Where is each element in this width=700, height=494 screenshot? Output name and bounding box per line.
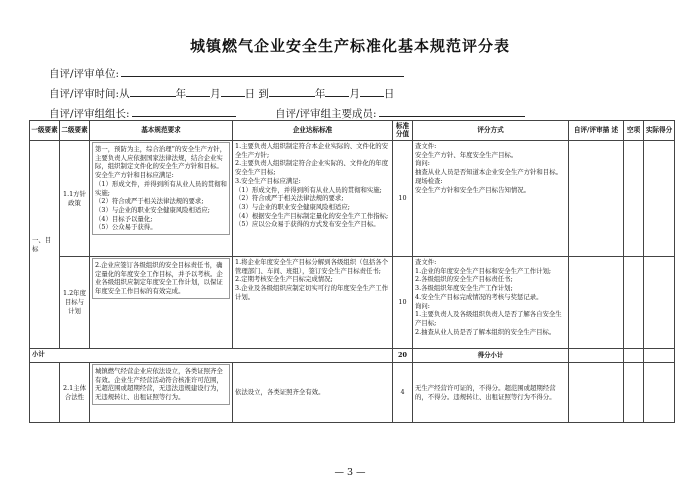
- subtotal-label-cell: [30, 349, 393, 363]
- level1-label: 一、目标: [32, 235, 52, 253]
- description-cell[interactable]: [569, 141, 624, 257]
- header-description: 自评/评审描 述: [569, 121, 624, 141]
- unit-field: [49, 66, 404, 81]
- level2-cell: [60, 257, 90, 349]
- end-year-label: 年: [314, 88, 326, 100]
- leader-input-line[interactable]: [132, 106, 236, 117]
- start-month-label: 月: [210, 88, 221, 100]
- method-text: 无生产经营许可证的，不得分。超范围或超期经营的，不得分。违规转让、出租证照等行为不得分。: [415, 383, 556, 401]
- requirement-cell: [90, 363, 233, 423]
- unit-label: 自评/评审单位:: [49, 68, 120, 80]
- method-line: 现场检查:: [415, 176, 443, 185]
- requirement-line: （5）公众易于获得。: [95, 223, 157, 232]
- start-day-line[interactable]: [221, 86, 245, 97]
- standard-line: 2.定期考核安全生产目标完成情况;: [235, 275, 333, 284]
- level1-cell: [30, 141, 60, 349]
- actual-score-cell[interactable]: [644, 363, 675, 423]
- requirement-cell: [90, 257, 233, 349]
- method-cell: [413, 141, 569, 257]
- standard-cell: [233, 363, 393, 423]
- start-year-line[interactable]: [130, 86, 176, 97]
- requirement-line: （1）形成文件，并得到所有从业人员的贯彻和实施;: [95, 179, 227, 197]
- standard-cell: [233, 257, 393, 349]
- standard-text: 依法设立，各类证照齐全有效。: [235, 388, 325, 397]
- table-row: [30, 141, 675, 257]
- standard-line: 1.将企业年度安全生产目标分解到各级组织（包括各个管理部门、车间、班组），签订安全生产目标责任书;: [235, 258, 389, 275]
- members-label: 自评/评审组主要成员:: [275, 108, 377, 120]
- description-cell[interactable]: [569, 363, 624, 423]
- method-line: 询问:: [415, 301, 430, 310]
- end-month-label: 月: [349, 88, 360, 100]
- method-line: 安全生产方针和安全生产目标告知情况。: [415, 185, 531, 194]
- requirement-line: 2.企业应签订各级组织的安全目标责任书，确定量化的年度安全工作目标，并予以考核。企业各级组织应制定年度安全工作计划，以保证年度安全工作目标的有效完成。: [95, 261, 223, 296]
- members-input-line[interactable]: [379, 106, 525, 117]
- actual-score-cell[interactable]: [644, 141, 675, 257]
- table-row: [30, 257, 675, 349]
- na-cell[interactable]: [624, 257, 644, 349]
- level2-label: 1.2年度目标与计划: [63, 289, 86, 315]
- members-field: [275, 106, 525, 121]
- method-line: 安全生产方针、年度安全生产目标。: [415, 150, 518, 159]
- time-field: [49, 86, 394, 101]
- score-value: 10: [398, 194, 407, 203]
- method-line: 查文件:: [415, 142, 437, 150]
- subtotal-method-cell: [413, 349, 569, 363]
- na-cell[interactable]: [624, 363, 644, 423]
- standard-line: （5）应以公众易于获得的方式发布安全生产目标。: [235, 220, 380, 229]
- subtotal-score: 20: [398, 351, 407, 360]
- end-year-line[interactable]: [269, 86, 315, 97]
- header-requirement: 基本规范要求: [90, 121, 233, 141]
- method-line: 1.企业的年度安全生产目标和安全生产工作计划;: [415, 266, 552, 275]
- requirement-line: （4）目标予以量化;: [95, 214, 153, 223]
- leader-label: 自评/评审组组长:: [49, 108, 130, 120]
- requirement-line: （3）与企业的职业安全健康风险相适应;: [95, 205, 210, 214]
- standard-line: （1）形成文件，并得到所有从业人员的贯彻和实施;: [235, 185, 382, 194]
- na-cell[interactable]: [624, 141, 644, 257]
- header-level2: 二级要素: [60, 121, 90, 141]
- standard-line: 2.主要负责人组织制定符合企业实际的、文件化的年度安全生产目标;: [235, 159, 389, 177]
- method-cell: [413, 363, 569, 423]
- standard-line: （4）根据安全生产目标制定量化的安全生产工作指标;: [235, 211, 389, 220]
- level2-cell: [60, 363, 90, 423]
- header-method: 评分方式: [413, 121, 569, 141]
- page-title: 城镇燃气企业安全生产标准化基本规范评分表: [189, 37, 510, 55]
- method-cell: [413, 257, 569, 349]
- method-line: 4.安全生产目标完成情况的考核与奖惩记录。: [415, 292, 543, 301]
- subtotal-na-cell[interactable]: [624, 349, 644, 363]
- subtotal-label: 小计: [32, 350, 45, 358]
- start-day-label: 日 到: [244, 88, 269, 100]
- method-line: 询问:: [415, 159, 430, 168]
- end-month-line[interactable]: [325, 86, 349, 97]
- score-value: 10: [398, 298, 407, 307]
- table-header-row: [30, 121, 675, 141]
- method-line: 查文件:: [415, 258, 437, 266]
- method-line: 1.主要负责人及各级组织负责人是否了解各自安全生产目标;: [415, 310, 562, 327]
- header-score: 标准分值: [393, 121, 413, 141]
- requirement-line: 第一，预防为主，综合治理”的安全生产方针，主要负责人应依据国家法律法规，结合企业实际，组织制定文件化的安全生产方针和目标。安全生产方针和目标应满足:: [95, 145, 227, 180]
- subtotal-row: [30, 349, 675, 363]
- page-number: — 3 —: [334, 467, 366, 478]
- score-value: 4: [400, 388, 405, 397]
- time-from: 从: [119, 88, 130, 100]
- method-line: 抽查从业人员是否知道本企业安全生产方针和目标。: [415, 168, 562, 177]
- standard-cell: [233, 141, 393, 257]
- score-cell: [393, 141, 413, 257]
- subtotal-score-cell: [393, 349, 413, 363]
- end-day-label: 日: [383, 88, 395, 100]
- standard-line: （2）符合或严于相关法律法规的要求;: [235, 194, 344, 203]
- subtotal-actual-score-cell[interactable]: [644, 349, 675, 363]
- score-table: [29, 120, 675, 423]
- method-line: 2.各级组织的安全生产目标责任书;: [415, 275, 513, 284]
- description-cell[interactable]: [569, 257, 624, 349]
- method-line: 3.各级组织年度安全生产工作计划;: [415, 284, 513, 293]
- standard-line: 1.主要负责人组织制定符合本企业实际的、文件化的安全生产方针;: [235, 142, 389, 159]
- time-label: 自评/评审时间:: [49, 88, 120, 100]
- unit-input-line[interactable]: [121, 66, 404, 77]
- level2-label: 2.1主体合法性: [63, 383, 86, 401]
- standard-line: 3.企业及各级组织应制定切实可行的年度安全生产工作计划。: [235, 284, 389, 301]
- header-level1: 一级要素: [30, 121, 60, 141]
- standard-line: （3）与企业的职业安全健康风险相适应;: [235, 202, 350, 211]
- header-standard: 企业达标标准: [233, 121, 393, 141]
- leader-field: [49, 106, 236, 121]
- actual-score-cell[interactable]: [644, 257, 675, 349]
- start-year-label: 年: [175, 88, 187, 100]
- level2-cell: [60, 141, 90, 257]
- requirement-text: 城镇燃气经营企业应依法设立，各类证照齐全有效。企业生产经营活动符合核准许可范围，无超范围或超期经营，无违法违规建设行为，无违规转让、出租证照等行为。: [95, 367, 223, 402]
- start-month-line[interactable]: [186, 86, 210, 97]
- header-na: 空项: [624, 121, 644, 141]
- subtotal-description-cell[interactable]: [569, 349, 624, 363]
- score-cell: [393, 257, 413, 349]
- score-cell: [393, 363, 413, 423]
- subtotal-method: 得分小计: [477, 351, 504, 360]
- method-line: 2.抽查从业人员是否了解本组织的安全生产目标。: [415, 327, 556, 336]
- requirement-cell: [90, 141, 233, 257]
- level2-label: 1.1方针政策: [63, 189, 86, 207]
- level1-cell: [30, 363, 60, 423]
- table-row: [30, 363, 675, 423]
- end-day-line[interactable]: [360, 86, 384, 97]
- header-actual-score: 实际得分: [644, 121, 675, 141]
- standard-line: 3.安全生产目标应满足:: [235, 176, 301, 185]
- requirement-line: （2）符合或严于相关法律法规的要求;: [95, 197, 204, 206]
